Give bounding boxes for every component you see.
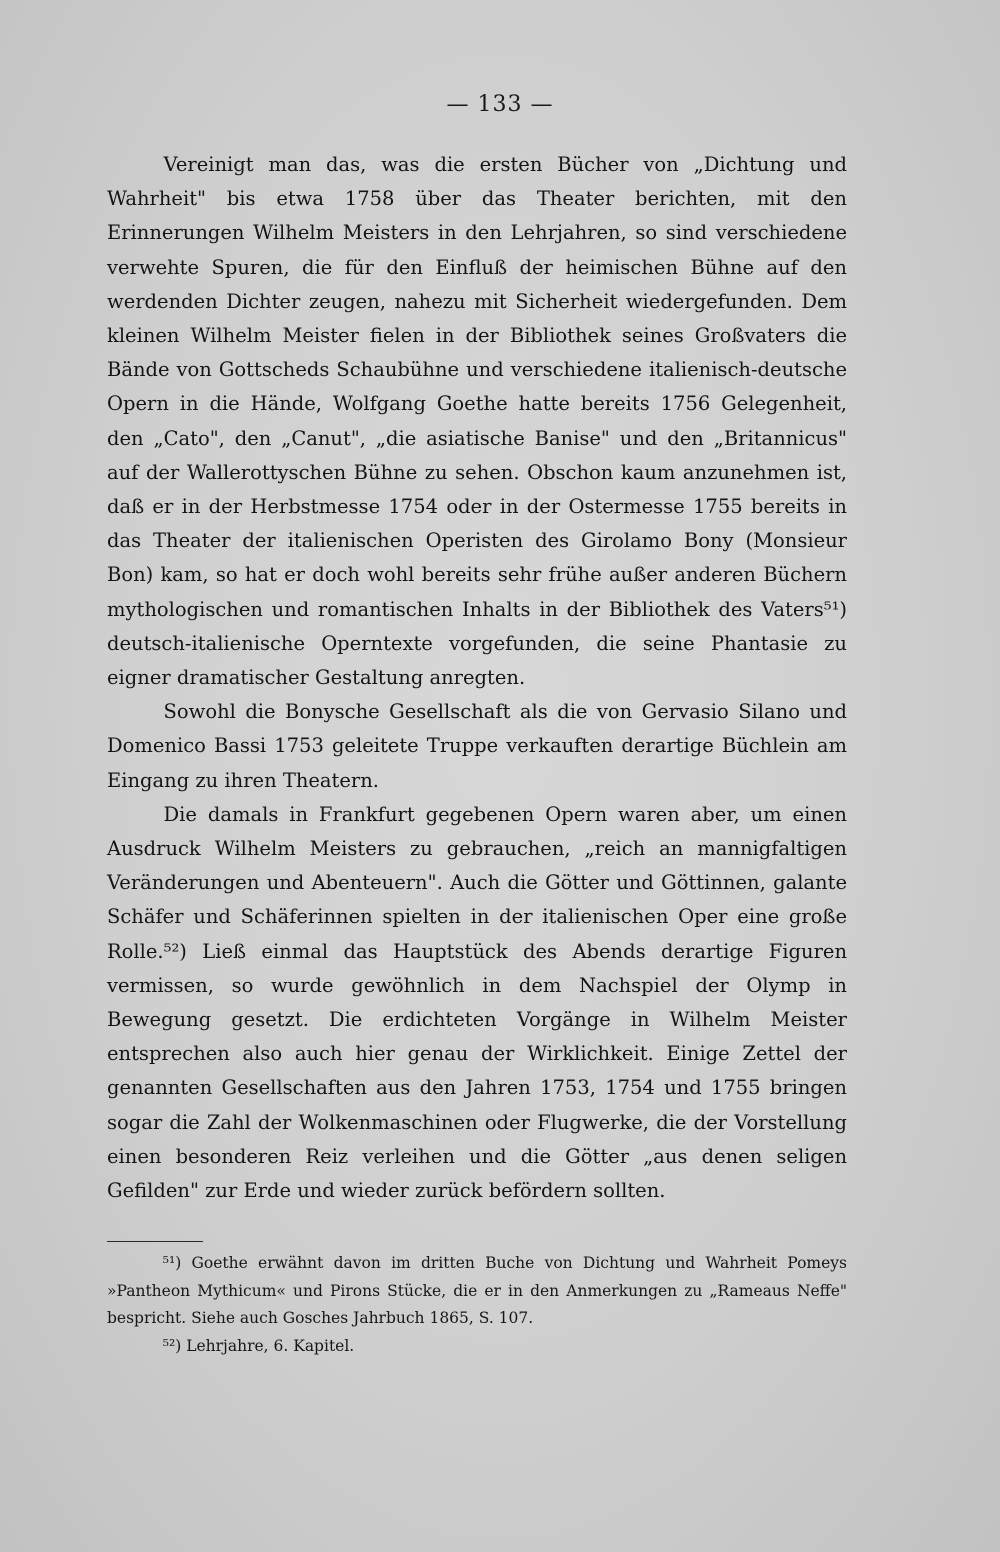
footnote-51: ⁵¹) Goethe erwähnt davon im dritten Buche von Dichtung und Wahrheit Pomeys »Pantheon Mythicum« und Pirons Stücke, die er in den Anmerkungen zu „Rameaus Neffe" bespricht. Siehe auch Gosches Jahrbuch 1865, S. 107. [107, 1254, 847, 1327]
page-number: — 133 — [446, 92, 554, 117]
body-text [107, 148, 847, 1208]
paragraph-2: Sowohl die Bonysche Gesellschaft als die von Gervasio Silano und Domenico Bassi 1753 geleitete Truppe verkauften derartige Büchlein am Eingang zu ihren Theatern. [107, 700, 847, 792]
footnote-52: ⁵²) Lehrjahre, 6. Kapitel. [162, 1336, 355, 1355]
paragraph-3: Die damals in Frankfurt gegebenen Opern waren aber, um einen Ausdruck Wilhelm Meisters zu gebrauchen, „reich an mannigfaltigen Veränderungen und Abenteuern". Auch die Götter und Göttinnen, galante Schäfer und Schäferinnen spielten in der italienischen Oper eine große Rolle.⁵²) Ließ einmal das Hauptstück des Abends derartige Figuren vermissen, so wurde gewöhnlich in dem Nachspiel der Olymp in Bewegung gesetzt. Die erdichteten Vorgänge in Wilhelm Meister entsprechen also auch hier genau der Wirklichkeit. Einige Zettel der genannten Gesellschaften aus den Jahren 1753, 1754 und 1755 bringen sogar die Zahl der Wolkenmaschinen oder Flugwerke, die der Vorstellung einen besonderen Reiz verleihen und die Götter „aus denen seligen Gefilden" zur Erde und wieder zurück befördern sollten. [107, 802, 847, 1203]
footnotes [107, 1250, 847, 1360]
footnote-divider [107, 1241, 203, 1242]
paragraph-1: Vereinigt man das, was die ersten Bücher von „Dichtung und Wahrheit" bis etwa 1758 über das Theater berichten, mit den Erinnerungen Wilhelm Meisters in den Lehrjahren, so sind verschiedene verwehte Spuren, die für den Einfluß der heimischen Bühne auf den werdenden Dichter zeugen, nahezu mit Sicherheit wiedergefunden. Dem kleinen Wilhelm Meister fielen in der Bibliothek seines Großvaters die Bände von Gottscheds Schaubühne und verschiedene italienisch-deutsche Opern in die Hände, Wolfgang Goethe hatte bereits 1756 Gelegenheit, den „Cato", den „Canut", „die asiatische Banise" und den „Britannicus" auf der Wallerottyschen Bühne zu sehen. Obschon kaum anzunehmen ist, daß er in der Herbstmesse 1754 oder in der Ostermesse 1755 bereits in das Theater der italienischen Operisten des Girolamo Bony (Monsieur Bon) kam, so hat er doch wohl bereits sehr frühe außer anderen Büchern mythologischen und romantischen Inhalts in der Bibliothek des Vaters⁵¹) deutsch-italienische Operntexte vorgefunden, die seine Phantasie zu eigner dramatischer Gestaltung anregten. [107, 153, 847, 690]
